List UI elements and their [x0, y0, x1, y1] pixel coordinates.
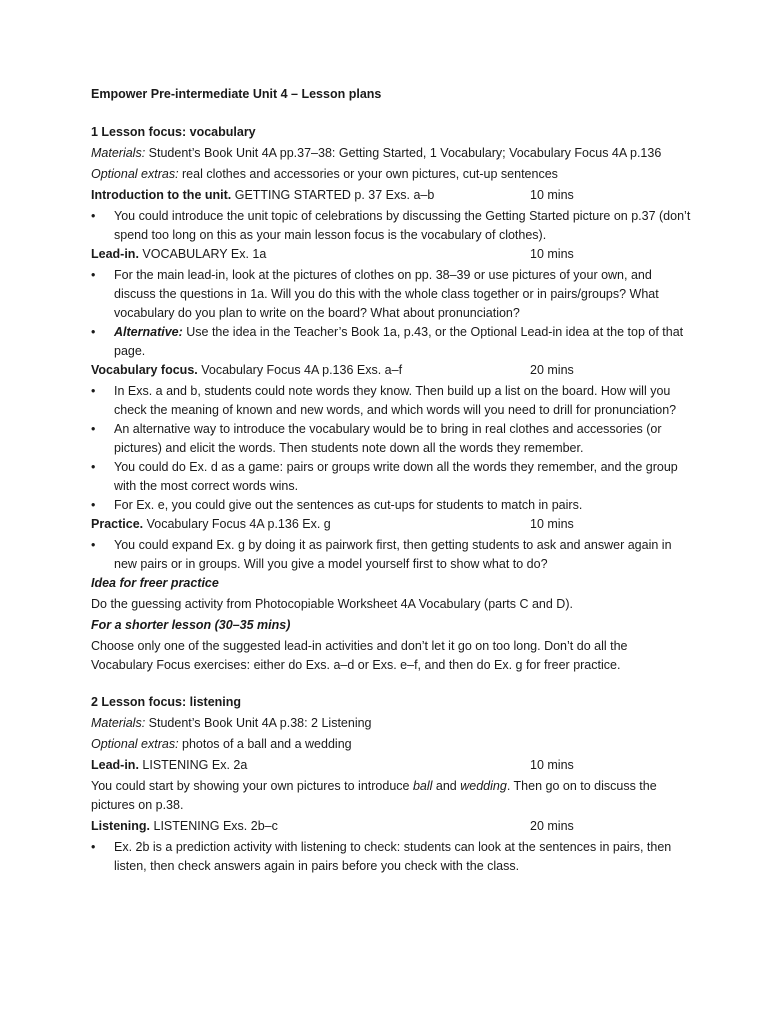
- list-item: [91, 838, 691, 876]
- text-run-em: wedding: [460, 779, 507, 793]
- leadin-text: VOCABULARY Ex. 1a: [138, 247, 267, 261]
- leadin-row: [91, 245, 691, 264]
- leadin-label: Lead-in.: [91, 247, 139, 261]
- leadin-mins: 10 mins: [530, 758, 574, 772]
- freer-practice-text: Do the guessing activity from Photocopiable Worksheet 4A Vocabulary (parts C and D).: [91, 597, 573, 611]
- bullet-icon: •: [91, 538, 96, 552]
- section-gap: [91, 677, 691, 693]
- materials-label: Materials:: [91, 146, 146, 160]
- leadin-mins: 10 mins: [530, 247, 574, 261]
- lesson1-optional-extras: [91, 165, 691, 184]
- leadin-bullets: [91, 266, 691, 361]
- bullet-icon: •: [91, 325, 96, 339]
- listening-text: LISTENING Exs. 2b–c: [150, 819, 278, 833]
- intro-bullets: [91, 207, 691, 245]
- bullet-text: You could expand Ex. g by doing it as pairwork first, then getting students to ask and answer again in new pairs or in groups. Will you give a model yourself first to show what to do?: [114, 538, 672, 571]
- text-run: You could start by showing your own pictures to introduce: [91, 779, 413, 793]
- document-page: [91, 85, 691, 876]
- text-run: and: [432, 779, 461, 793]
- optional-label: Optional extras:: [91, 167, 179, 181]
- optional-label: Optional extras:: [91, 737, 179, 751]
- text-run: . Then go on to discuss the pictures on p.38.: [91, 779, 657, 812]
- optional-text: real clothes and accessories or your own pictures, cut-up sentences: [178, 167, 558, 181]
- list-item: [91, 420, 691, 458]
- freer-practice-heading: Idea for freer practice: [91, 576, 219, 590]
- bullet-icon: •: [91, 840, 96, 854]
- vocab-label: Vocabulary focus.: [91, 363, 198, 377]
- practice-bullets: [91, 536, 691, 574]
- bullet-text: You could do Ex. d as a game: pairs or groups write down all the words they remember, and the group with the most correct words wins.: [114, 460, 678, 493]
- bullet-icon: •: [91, 384, 96, 398]
- materials-text: Student’s Book Unit 4A pp.37–38: Getting Started, 1 Vocabulary; Vocabulary Focus 4A p.136: [145, 146, 662, 160]
- bullet-icon: •: [91, 460, 96, 474]
- intro-text: GETTING STARTED p. 37 Exs. a–b: [231, 188, 435, 202]
- materials-label: Materials:: [91, 716, 146, 730]
- intro-label: Introduction to the unit.: [91, 188, 232, 202]
- bullet-icon: •: [91, 498, 96, 512]
- bullet-text: For the main lead-in, look at the pictures of clothes on pp. 38–39 or use pictures of your own, and discuss the questions in 1a. Will you do this with the whole class together or in pairs/groups? What vocabulary do you plan to write on the board? What about pronunciation?: [114, 268, 659, 320]
- bullet-text: Use the idea in the Teacher’s Book 1a, p.43, or the Optional Lead-in idea at the top of that page.: [114, 325, 684, 358]
- lesson2-heading: 2 Lesson focus: listening: [91, 695, 242, 709]
- leadin-text: LISTENING Ex. 2a: [138, 758, 248, 772]
- list-item: [91, 382, 691, 420]
- bullet-icon: •: [91, 422, 96, 436]
- alternative-label: Alternative:: [114, 325, 183, 339]
- vocab-mins: 20 mins: [530, 363, 574, 377]
- intro-mins: 10 mins: [530, 188, 574, 202]
- bullet-icon: •: [91, 268, 96, 282]
- text-run-em: ball: [412, 779, 433, 793]
- lesson1-materials: [91, 144, 691, 163]
- intro-row: [91, 186, 691, 205]
- lesson1-heading: 1 Lesson focus: vocabulary: [91, 125, 256, 139]
- lesson2-materials: [91, 714, 691, 733]
- l2-leadin-row: [91, 756, 691, 775]
- shorter-lesson-text: Choose only one of the suggested lead-in activities and don’t let it go on too long. Don’t do all the Vocabulary Focus exercises: either do Exs. a–d or Exs. e–f, and then do Ex. g for freer practice.: [91, 639, 628, 672]
- listening-label: Listening.: [91, 819, 151, 833]
- list-item: [91, 496, 691, 515]
- listening-bullets: [91, 838, 691, 876]
- optional-text: photos of a ball and a wedding: [178, 737, 352, 751]
- shorter-lesson-heading: For a shorter lesson (30–35 mins): [91, 618, 291, 632]
- vocab-row: [91, 361, 691, 380]
- leadin-label: Lead-in.: [91, 758, 139, 772]
- practice-row: [91, 515, 691, 534]
- bullet-icon: •: [91, 209, 96, 223]
- practice-mins: 10 mins: [530, 517, 574, 531]
- practice-text: Vocabulary Focus 4A p.136 Ex. g: [143, 517, 331, 531]
- list-item: [91, 536, 691, 574]
- listening-mins: 20 mins: [530, 819, 574, 833]
- bullet-text: In Exs. a and b, students could note words they know. Then build up a list on the board. How will you check the meaning of known and new words, and which words will you need to drill for pronunciation?: [114, 384, 677, 417]
- bullet-text: You could introduce the unit topic of celebrations by discussing the Getting Started picture on p.37 (don’t spend too long on this as your main lesson focus is the vocabulary of clothes).: [114, 209, 691, 242]
- materials-text: Student’s Book Unit 4A p.38: 2 Listening: [145, 716, 372, 730]
- list-item: [91, 207, 691, 245]
- vocab-text: Vocabulary Focus 4A p.136 Exs. a–f: [197, 363, 403, 377]
- listening-row: [91, 817, 691, 836]
- vocab-bullets: [91, 382, 691, 515]
- list-item: [91, 323, 691, 361]
- lesson2-optional-extras: [91, 735, 691, 754]
- l2-leadin-text: [91, 777, 691, 815]
- bullet-text: For Ex. e, you could give out the sentences as cut-ups for students to match in pairs.: [114, 498, 583, 512]
- bullet-text: An alternative way to introduce the vocabulary would be to bring in real clothes and accessories (or pictures) and elicit the words. Then students note down all the words they remember.: [114, 422, 662, 455]
- practice-label: Practice.: [91, 517, 144, 531]
- list-item: [91, 266, 691, 323]
- document-title: Empower Pre-intermediate Unit 4 – Lesson plans: [91, 87, 382, 101]
- bullet-text: Ex. 2b is a prediction activity with listening to check: students can look at the sentences in pairs, then listen, then check answers again in pairs before you check with the class.: [114, 840, 672, 873]
- list-item: [91, 458, 691, 496]
